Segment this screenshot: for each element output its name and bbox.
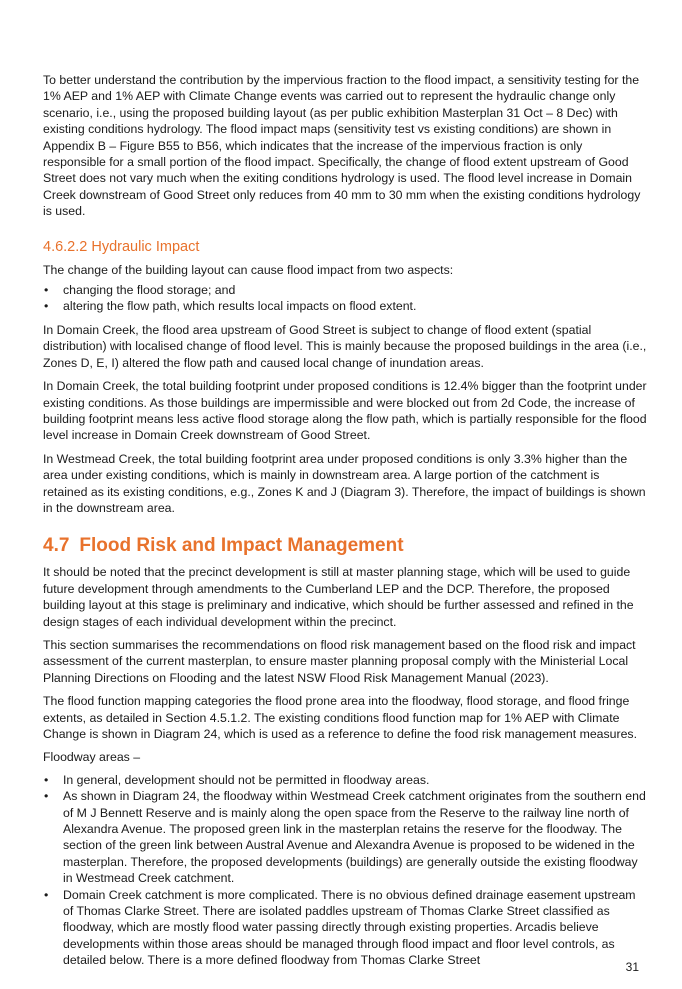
section-title: Flood Risk and Impact Management xyxy=(79,535,404,557)
list-item: • Domain Creek catchment is more complicated. There is no obvious defined drainage easement upstream of Thomas Clarke Street. There are isolated paddles upstream of Thomas Clarke Street classified as floodway, which are mostly flood water passing directly through existing properties. Arcadis believe developments within those areas should be managed through flood impact and floor level controls, as detailed below. There is a more defined floodway from Thomas Clarke Street xyxy=(44,887,636,968)
list-item: • As shown in Diagram 24, the floodway within Westmead Creek catchment originates from the southern end of M J Bennett Reserve and is mainly along the open space from the Reserve to the railway line north of Alexandra Avenue. The proposed green link in the masterplan retains the reserve for the floodway. The section of the green link between Austral Avenue and Alexandra Avenue is proposed to be widened in the masterplan. Therefore, the proposed developments (buildings) are generally outside the existing floodway in Westmead Creek catchment. xyxy=(44,789,646,886)
risk-paragraph-2: This section summarises the recommendations on flood risk management based on the flood risk and impact assessment of the current masterplan, to ensure master planning proposal comply with the Ministerial Local Planning Directions on Flooding and the latest NSW Flood Risk Management Manual (2023). xyxy=(43,637,636,685)
hydraulic-paragraph-2: In Domain Creek, the total building footprint under proposed conditions is 12.4% bigger than the footprint under existing conditions. As those buildings are impermissible and were blocked out from 2d Code, the increase of building footprint means less active flood storage along the flow path, which is partially responsible for the flood level increase in Domain Creek downstream of Good Street. xyxy=(43,379,647,443)
list-item: • altering the flow path, which results local impacts on flood extent. xyxy=(44,299,417,314)
list-item: • In general, development should not be permitted in floodway areas. xyxy=(44,772,430,787)
hydraulic-paragraph-3: In Westmead Creek, the total building footprint area under proposed conditions is only 3.3% higher than the area under existing conditions, which is mainly in downstream area. A large portion of the catchment is retained as its existing conditions, e.g., Zones K and J (Diagram 3). Therefore, the impact of buildings is shown in the downstream area. xyxy=(43,451,646,515)
risk-paragraph-1: It should be noted that the precinct development is still at master planning stage, which will be used to guide future development through amendments to the Cumberland LEP and the DCP. Therefore, the proposed building layout at this stage is preliminary and indicative, which should be further assessed and refined in the design stages of each individual development within the precinct. xyxy=(43,565,634,629)
hydraulic-paragraph-1: In Domain Creek, the flood area upstream of Good Street is subject to change of flood extent (spatial distribution) with localised change of flood level. This is mainly because the proposed buildings in the area (i.e., Zones D, E, I) altered the flow path and caused local change of inundation areas. xyxy=(43,322,647,370)
hydraulic-lead-paragraph: The change of the building layout can cause flood impact from two aspects: xyxy=(43,262,454,277)
hydraulic-bullet-list xyxy=(43,282,647,315)
bullet-icon: • xyxy=(44,887,49,902)
bullet-icon: • xyxy=(44,772,49,787)
risk-paragraph-3: The flood function mapping categories the flood prone area into the floodway, flood storage, and flood fringe extents, as detailed in Section 4.5.1.2. The existing conditions flood function map for 1% AEP with Climate Change is shown in Diagram 24, which is used as a reference to define the food risk management measures. xyxy=(43,694,637,741)
floodway-bullet-list xyxy=(43,772,647,969)
page-number: 31 xyxy=(625,960,639,974)
section-number: 4.7 xyxy=(43,535,70,557)
section-heading-4-6-2-2: 4.6.2.2 Hydraulic Impact xyxy=(43,238,200,255)
bullet-icon: • xyxy=(44,283,49,298)
bullet-icon: • xyxy=(44,299,49,314)
bullet-icon: • xyxy=(44,789,49,804)
section-heading-4-7 xyxy=(43,535,647,557)
document-page xyxy=(43,72,647,969)
list-item: • changing the flood storage; and xyxy=(44,283,236,298)
intro-paragraph: To better understand the contribution by the impervious fraction to the flood impact, a sensitivity testing for the 1% AEP and 1% AEP with Climate Change events was carried out to represent the hydraulic change only scenario, i.e., using the proposed building layout (as per public exhibition Masterplan 31 Oct – 8 Dec) with existing conditions hydrology. The flood impact maps (sensitivity test vs existing conditions) are shown in Appendix B – Figure B55 to B56, which indicates that the increase of the impervious fraction is only responsible for a small portion of the flood impact. Specifically, the change of flood extent upstream of Good Street does not vary much when the exiting conditions hydrology is used. The flood level increase in Domain Creek downstream of Good Street only reduces from 40 mm to 30 mm when the existing conditions hydrology is used. xyxy=(43,73,641,219)
floodway-label: Floodway areas – xyxy=(43,750,141,765)
